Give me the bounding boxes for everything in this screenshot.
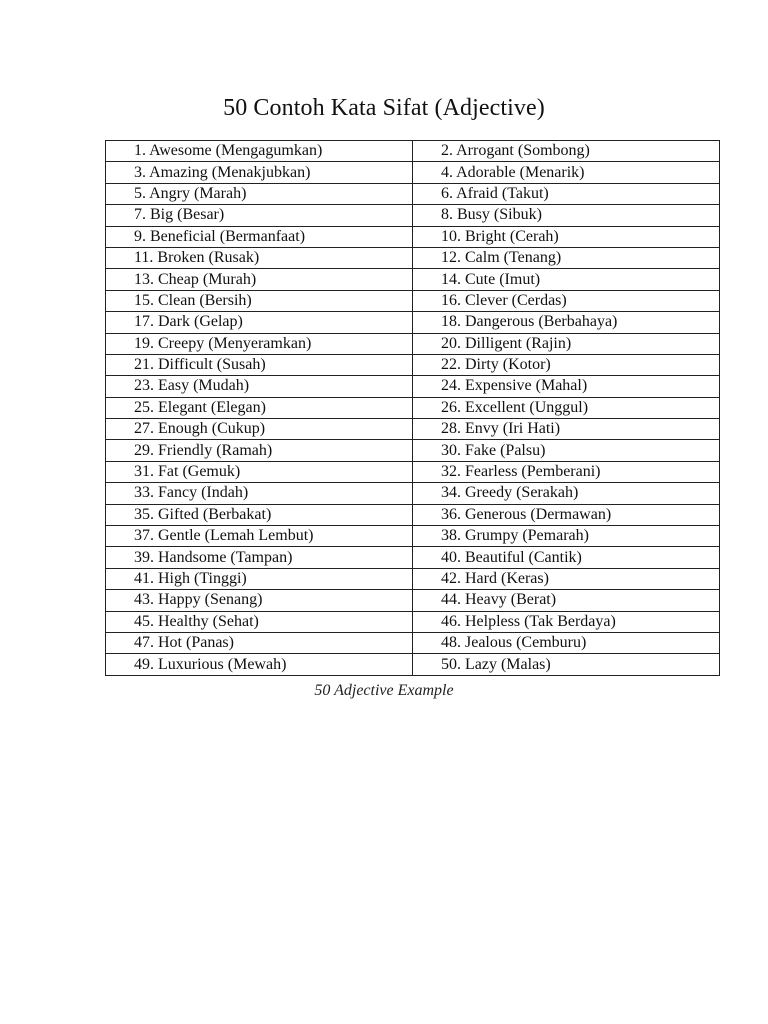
table-row <box>106 590 720 611</box>
table-row <box>106 141 720 162</box>
table-row <box>106 269 720 290</box>
table-cell: 35. Gifted (Berbakat) <box>106 504 413 525</box>
table-row <box>106 183 720 204</box>
table-cell: 41. High (Tinggi) <box>106 568 413 589</box>
table-cell: 33. Fancy (Indah) <box>106 483 413 504</box>
page-title: 50 Contoh Kata Sifat (Adjective) <box>223 95 545 121</box>
table-cell: 27. Enough (Cukup) <box>106 419 413 440</box>
table-cell: 8. Busy (Sibuk) <box>413 205 720 226</box>
table-cell: 25. Elegant (Elegan) <box>106 397 413 418</box>
table-cell: 39. Handsome (Tampan) <box>106 547 413 568</box>
table-cell: 48. Jealous (Cemburu) <box>413 632 720 653</box>
table-row <box>106 632 720 653</box>
table-cell: 26. Excellent (Unggul) <box>413 397 720 418</box>
table-cell: 3. Amazing (Menakjubkan) <box>106 162 413 183</box>
table-cell: 29. Friendly (Ramah) <box>106 440 413 461</box>
table-cell: 47. Hot (Panas) <box>106 632 413 653</box>
table-cell: 40. Beautiful (Cantik) <box>413 547 720 568</box>
table-cell: 34. Greedy (Serakah) <box>413 483 720 504</box>
table-cell: 43. Happy (Senang) <box>106 590 413 611</box>
table-cell: 12. Calm (Tenang) <box>413 247 720 268</box>
adjective-table-body <box>106 141 720 676</box>
table-cell: 7. Big (Besar) <box>106 205 413 226</box>
table-row <box>106 547 720 568</box>
table-cell: 9. Beneficial (Bermanfaat) <box>106 226 413 247</box>
table-row <box>106 568 720 589</box>
table-cell: 49. Luxurious (Mewah) <box>106 654 413 675</box>
table-cell: 36. Generous (Dermawan) <box>413 504 720 525</box>
table-cell: 21. Difficult (Susah) <box>106 354 413 375</box>
table-cell: 14. Cute (Imut) <box>413 269 720 290</box>
table-row <box>106 504 720 525</box>
table-cell: 2. Arrogant (Sombong) <box>413 141 720 162</box>
table-row <box>106 419 720 440</box>
table-row <box>106 397 720 418</box>
table-cell: 23. Easy (Mudah) <box>106 376 413 397</box>
adjective-table <box>105 140 720 676</box>
figure-caption: 50 Adjective Example <box>314 682 454 699</box>
table-cell: 5. Angry (Marah) <box>106 183 413 204</box>
table-cell: 38. Grumpy (Pemarah) <box>413 526 720 547</box>
table-row <box>106 205 720 226</box>
table-row <box>106 654 720 675</box>
table-cell: 1. Awesome (Mengagumkan) <box>106 141 413 162</box>
table-cell: 37. Gentle (Lemah Lembut) <box>106 526 413 547</box>
table-row <box>106 440 720 461</box>
table-row <box>106 483 720 504</box>
table-cell: 18. Dangerous (Berbahaya) <box>413 312 720 333</box>
table-row <box>106 354 720 375</box>
table-cell: 4. Adorable (Menarik) <box>413 162 720 183</box>
table-row <box>106 376 720 397</box>
table-row <box>106 290 720 311</box>
table-cell: 11. Broken (Rusak) <box>106 247 413 268</box>
table-row <box>106 611 720 632</box>
table-cell: 24. Expensive (Mahal) <box>413 376 720 397</box>
table-cell: 46. Helpless (Tak Berdaya) <box>413 611 720 632</box>
table-cell: 50. Lazy (Malas) <box>413 654 720 675</box>
table-cell: 17. Dark (Gelap) <box>106 312 413 333</box>
table-cell: 13. Cheap (Murah) <box>106 269 413 290</box>
table-cell: 19. Creepy (Menyeramkan) <box>106 333 413 354</box>
table-cell: 44. Heavy (Berat) <box>413 590 720 611</box>
table-cell: 42. Hard (Keras) <box>413 568 720 589</box>
table-row <box>106 247 720 268</box>
table-row <box>106 461 720 482</box>
table-cell: 10. Bright (Cerah) <box>413 226 720 247</box>
table-cell: 22. Dirty (Kotor) <box>413 354 720 375</box>
table-row <box>106 526 720 547</box>
table-cell: 6. Afraid (Takut) <box>413 183 720 204</box>
table-row <box>106 312 720 333</box>
table-cell: 28. Envy (Iri Hati) <box>413 419 720 440</box>
table-cell: 30. Fake (Palsu) <box>413 440 720 461</box>
table-cell: 16. Clever (Cerdas) <box>413 290 720 311</box>
table-cell: 20. Dilligent (Rajin) <box>413 333 720 354</box>
table-cell: 31. Fat (Gemuk) <box>106 461 413 482</box>
table-row <box>106 226 720 247</box>
table-cell: 15. Clean (Bersih) <box>106 290 413 311</box>
table-row <box>106 333 720 354</box>
table-cell: 32. Fearless (Pemberani) <box>413 461 720 482</box>
table-cell: 45. Healthy (Sehat) <box>106 611 413 632</box>
table-row <box>106 162 720 183</box>
